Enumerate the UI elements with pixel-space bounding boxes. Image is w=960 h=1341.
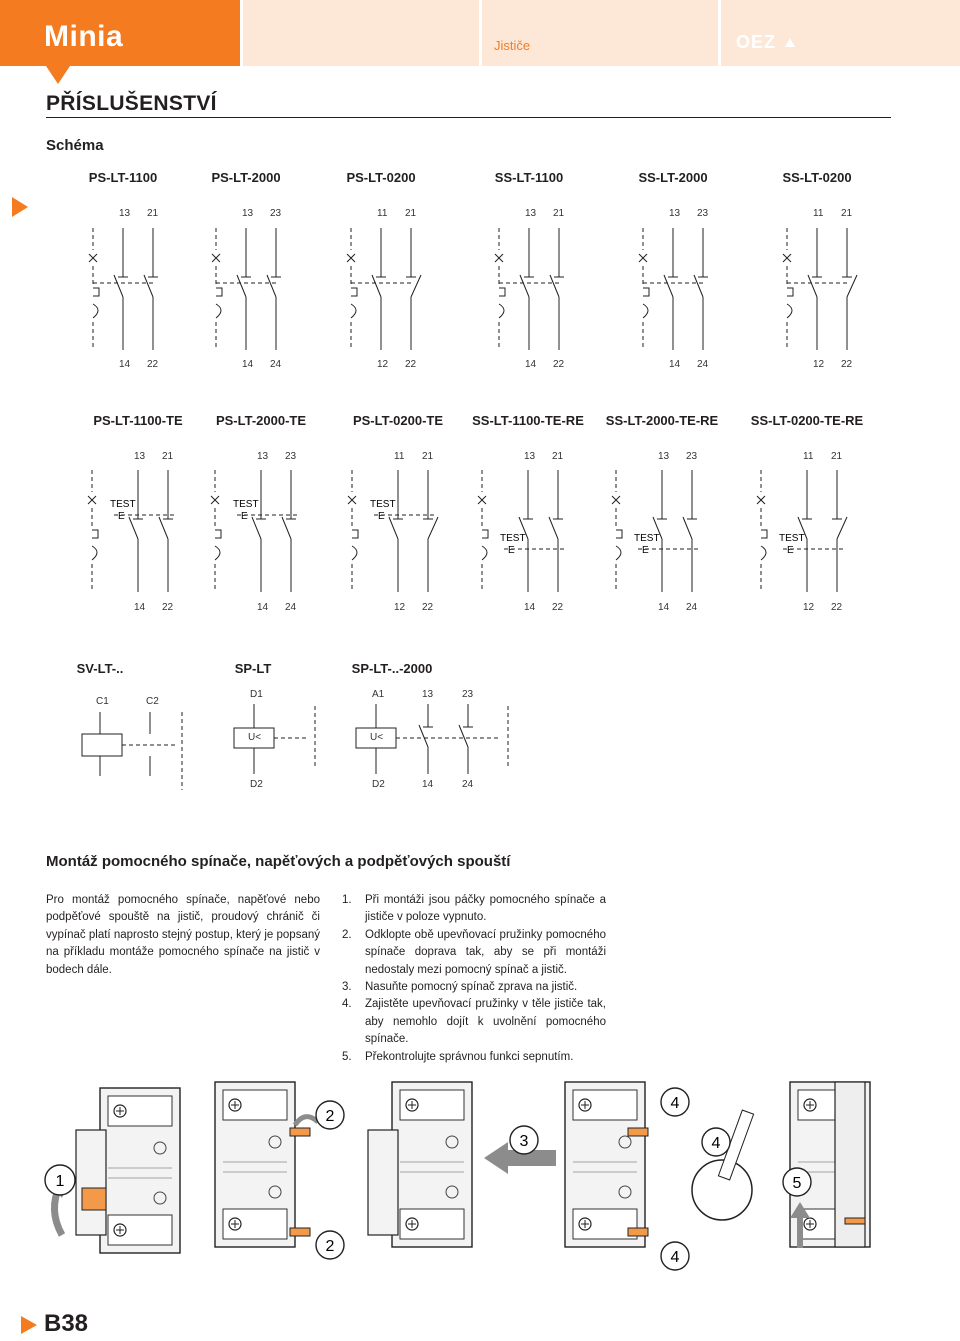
terminal-number: 13 [669,208,681,219]
switch-blade [411,275,421,297]
switch-blade [664,275,673,297]
switch-blade [837,517,847,539]
terminal-number: 13 [658,451,670,462]
terminal-number: 24 [270,359,282,370]
coil-box [82,734,122,756]
terminal-number: 11 [803,451,814,462]
page-number: B38 [44,1310,89,1337]
switch-blade [683,517,692,539]
montage-title: Montáž pomocného spínače, napěťových a podpěťových spouští [46,853,511,870]
terminal-number: 12 [377,359,389,370]
toggle-lever [82,1188,106,1210]
breaker-illustration [392,1082,472,1247]
model-label: SP-LT [234,661,272,676]
test-label: TEST [634,533,660,544]
terminal-number: 21 [552,451,564,462]
switch-blade [252,517,261,539]
terminal-number: 14 [525,359,537,370]
terminal-number: 13 [524,451,536,462]
terminal-number: 24 [285,602,297,613]
step-item: 2. Odklopte obě upevňovací pružinky pomocného spínače doprava tak, aby se při montáži nedostaly mezi pomocný spínač a jistič. [342,928,606,976]
test-e-label: E [378,511,385,522]
terminal-number: 14 [658,602,670,613]
step-item: 5. Překontrolujte správnou funkci sepnutím. [342,1050,574,1063]
terminal-number: 24 [686,602,698,613]
section-name: Jističe [494,38,531,53]
spring-clip [290,1128,310,1136]
terminal-number: 22 [553,359,565,370]
model-label: PS-LT-1100-TE [93,413,183,428]
montage-steps [342,892,606,1066]
step-item: 3. Nasuňte pomocný spínač zprava na jistič. [342,981,578,994]
undervoltage-symbol: U< [370,732,384,743]
terminal-number: A1 [372,689,385,700]
mechanism-hook [643,288,649,296]
terminal-number: 14 [119,359,131,370]
terminal-number: D1 [250,689,263,700]
mechanism-hook [499,288,505,296]
mechanism-spring [92,546,97,560]
switch-blade [282,517,291,539]
terminal-number: 22 [405,359,417,370]
terminal-number: 12 [394,602,406,613]
page-title: PŘÍSLUŠENSTVÍ [46,92,217,115]
model-label: PS-LT-0200 [346,170,416,185]
svg-text:5: 5 [792,1175,802,1192]
terminal-number: 21 [422,451,434,462]
brand-name: Minia [44,20,124,53]
mechanism-hook [761,530,767,538]
test-label: TEST [370,499,396,510]
mechanism-spring [499,304,504,318]
switch-blade [159,517,168,539]
spring-clip [290,1228,310,1236]
switch-blade [144,275,153,297]
terminal-number: 23 [270,208,282,219]
model-label: PS-LT-2000 [211,170,281,185]
breaker-illustration [100,1088,180,1253]
terminal-number: 22 [162,602,174,613]
model-label: SS-LT-2000 [638,170,708,185]
switch-blade [389,517,398,539]
switch-blade [267,275,276,297]
test-e-label: E [642,545,649,556]
terminal-number: 13 [422,689,434,700]
terminal-number: 21 [147,208,159,219]
mechanism-spring [616,546,621,560]
switch-blade [237,275,246,297]
switch-blade [459,725,468,747]
terminal-number: 13 [119,208,131,219]
test-label: TEST [779,533,805,544]
rotate-arrow-icon [295,1117,318,1125]
model-label: SV-LT-.. [76,661,124,676]
model-label: SS-LT-1100-TE-RE [472,413,584,428]
test-label: TEST [233,499,259,510]
model-label: SS-LT-0200 [782,170,852,185]
switch-blade [114,275,123,297]
mechanism-spring [482,546,487,560]
mechanism-hook [93,288,99,296]
model-label: PS-LT-0200-TE [352,413,444,428]
svg-text:1: 1 [55,1173,65,1190]
terminal-number: 14 [242,359,254,370]
terminal-number: 12 [803,602,815,613]
mechanism-spring [351,304,356,318]
mechanism-spring [787,304,792,318]
step-item: 1. Při montáži jsou páčky pomocného spínače a jističe v poloze vypnuto. [342,894,606,924]
spring-clip [845,1218,865,1224]
terminal-number: 23 [686,451,698,462]
svg-text:4: 4 [670,1249,680,1266]
model-label: SS-LT-0200-TE-RE [750,413,864,428]
terminal-number: 14 [134,602,146,613]
terminal-number: 24 [697,359,709,370]
terminal-number: 23 [462,689,474,700]
aux-switch-illustration [368,1130,398,1235]
switch-blade [428,517,438,539]
footer-arrow-icon [21,1316,37,1334]
mechanism-hook [351,288,357,296]
test-e-label: E [118,511,125,522]
spring-clip [628,1228,648,1236]
terminal-number: 12 [813,359,825,370]
terminal-number: D2 [372,779,385,790]
terminal-number: D2 [250,779,263,790]
terminal-number: 24 [462,779,474,790]
terminal-number: 13 [257,451,269,462]
terminal-number: C2 [146,696,159,707]
mechanism-spring [352,546,357,560]
terminal-number: 14 [422,779,434,790]
switch-blade [419,725,428,747]
model-label: SS-LT-1100 [494,170,564,185]
terminal-number: 21 [553,208,565,219]
test-e-label: E [241,511,248,522]
mechanism-spring [93,304,98,318]
terminal-number: 13 [242,208,254,219]
mechanism-hook [215,530,221,538]
terminal-number: 22 [147,359,159,370]
breaker-illustration [215,1082,295,1247]
svg-text:3: 3 [519,1133,529,1150]
svg-text:2: 2 [325,1108,335,1125]
terminal-number: 23 [697,208,709,219]
terminal-number: 22 [552,602,564,613]
terminal-number: 11 [394,451,405,462]
switch-blade [520,275,529,297]
mechanism-spring [215,546,220,560]
test-label: TEST [110,499,136,510]
schema-title: Schéma [46,137,104,154]
svg-text:2: 2 [325,1238,335,1255]
switch-blade [372,275,381,297]
terminal-number: 22 [422,602,434,613]
terminal-number: 14 [524,602,536,613]
model-label: PS-LT-2000-TE [215,413,307,428]
terminal-number: 11 [377,208,388,219]
terminal-number: 21 [841,208,853,219]
svg-text:4: 4 [670,1095,680,1112]
mechanism-hook [352,530,358,538]
terminal-number: 23 [285,451,297,462]
test-label: TEST [500,533,526,544]
switch-blade [549,517,558,539]
terminal-number: 22 [841,359,853,370]
mechanism-spring [216,304,221,318]
switch-blade [808,275,817,297]
switch-blade [847,275,857,297]
breaker-illustration [565,1082,645,1247]
montage-illustrations [0,1070,960,1275]
terminal-number: 14 [669,359,681,370]
mechanism-spring [643,304,648,318]
terminal-number: 13 [525,208,537,219]
mechanism-hook [616,530,622,538]
company-logo: OEZ [736,32,777,52]
test-e-label: E [508,545,515,556]
step-item: 4. Zajistěte upevňovací pružinky v těle jističe tak, aby nemohlo dojít k uvolnění pomocného spínače. [342,998,606,1046]
terminal-number: 13 [134,451,146,462]
terminal-number: 21 [831,451,843,462]
svg-text:4: 4 [711,1135,721,1152]
model-label: SP-LT-..-2000 [351,661,433,676]
model-label: PS-LT-1100 [88,170,158,185]
mechanism-hook [216,288,222,296]
terminal-number: 22 [831,602,843,613]
aux-switch-illustration [76,1130,106,1235]
mechanism-hook [787,288,793,296]
terminal-number: 21 [405,208,417,219]
terminal-number: 14 [257,602,269,613]
mechanism-spring [761,546,766,560]
switch-blade [694,275,703,297]
terminal-number: 11 [813,208,824,219]
undervoltage-symbol: U< [248,732,262,743]
switch-blade [129,517,138,539]
montage-intro: Pro montáž pomocného spínače, napěťové nebo podpěťové spouště na jistič, proudový chránič či vypínač platí naprosto stejný postup, který je popsaný na příkladu montáže pomocného spínače na jistič v bodech dále. [46,894,320,976]
mechanism-hook [482,530,488,538]
terminal-number: 21 [162,451,174,462]
terminal-number: C1 [96,696,109,707]
switch-blade [550,275,559,297]
test-e-label: E [787,545,794,556]
spring-clip [628,1128,648,1136]
mechanism-hook [92,530,98,538]
model-label: SS-LT-2000-TE-RE [605,413,719,428]
